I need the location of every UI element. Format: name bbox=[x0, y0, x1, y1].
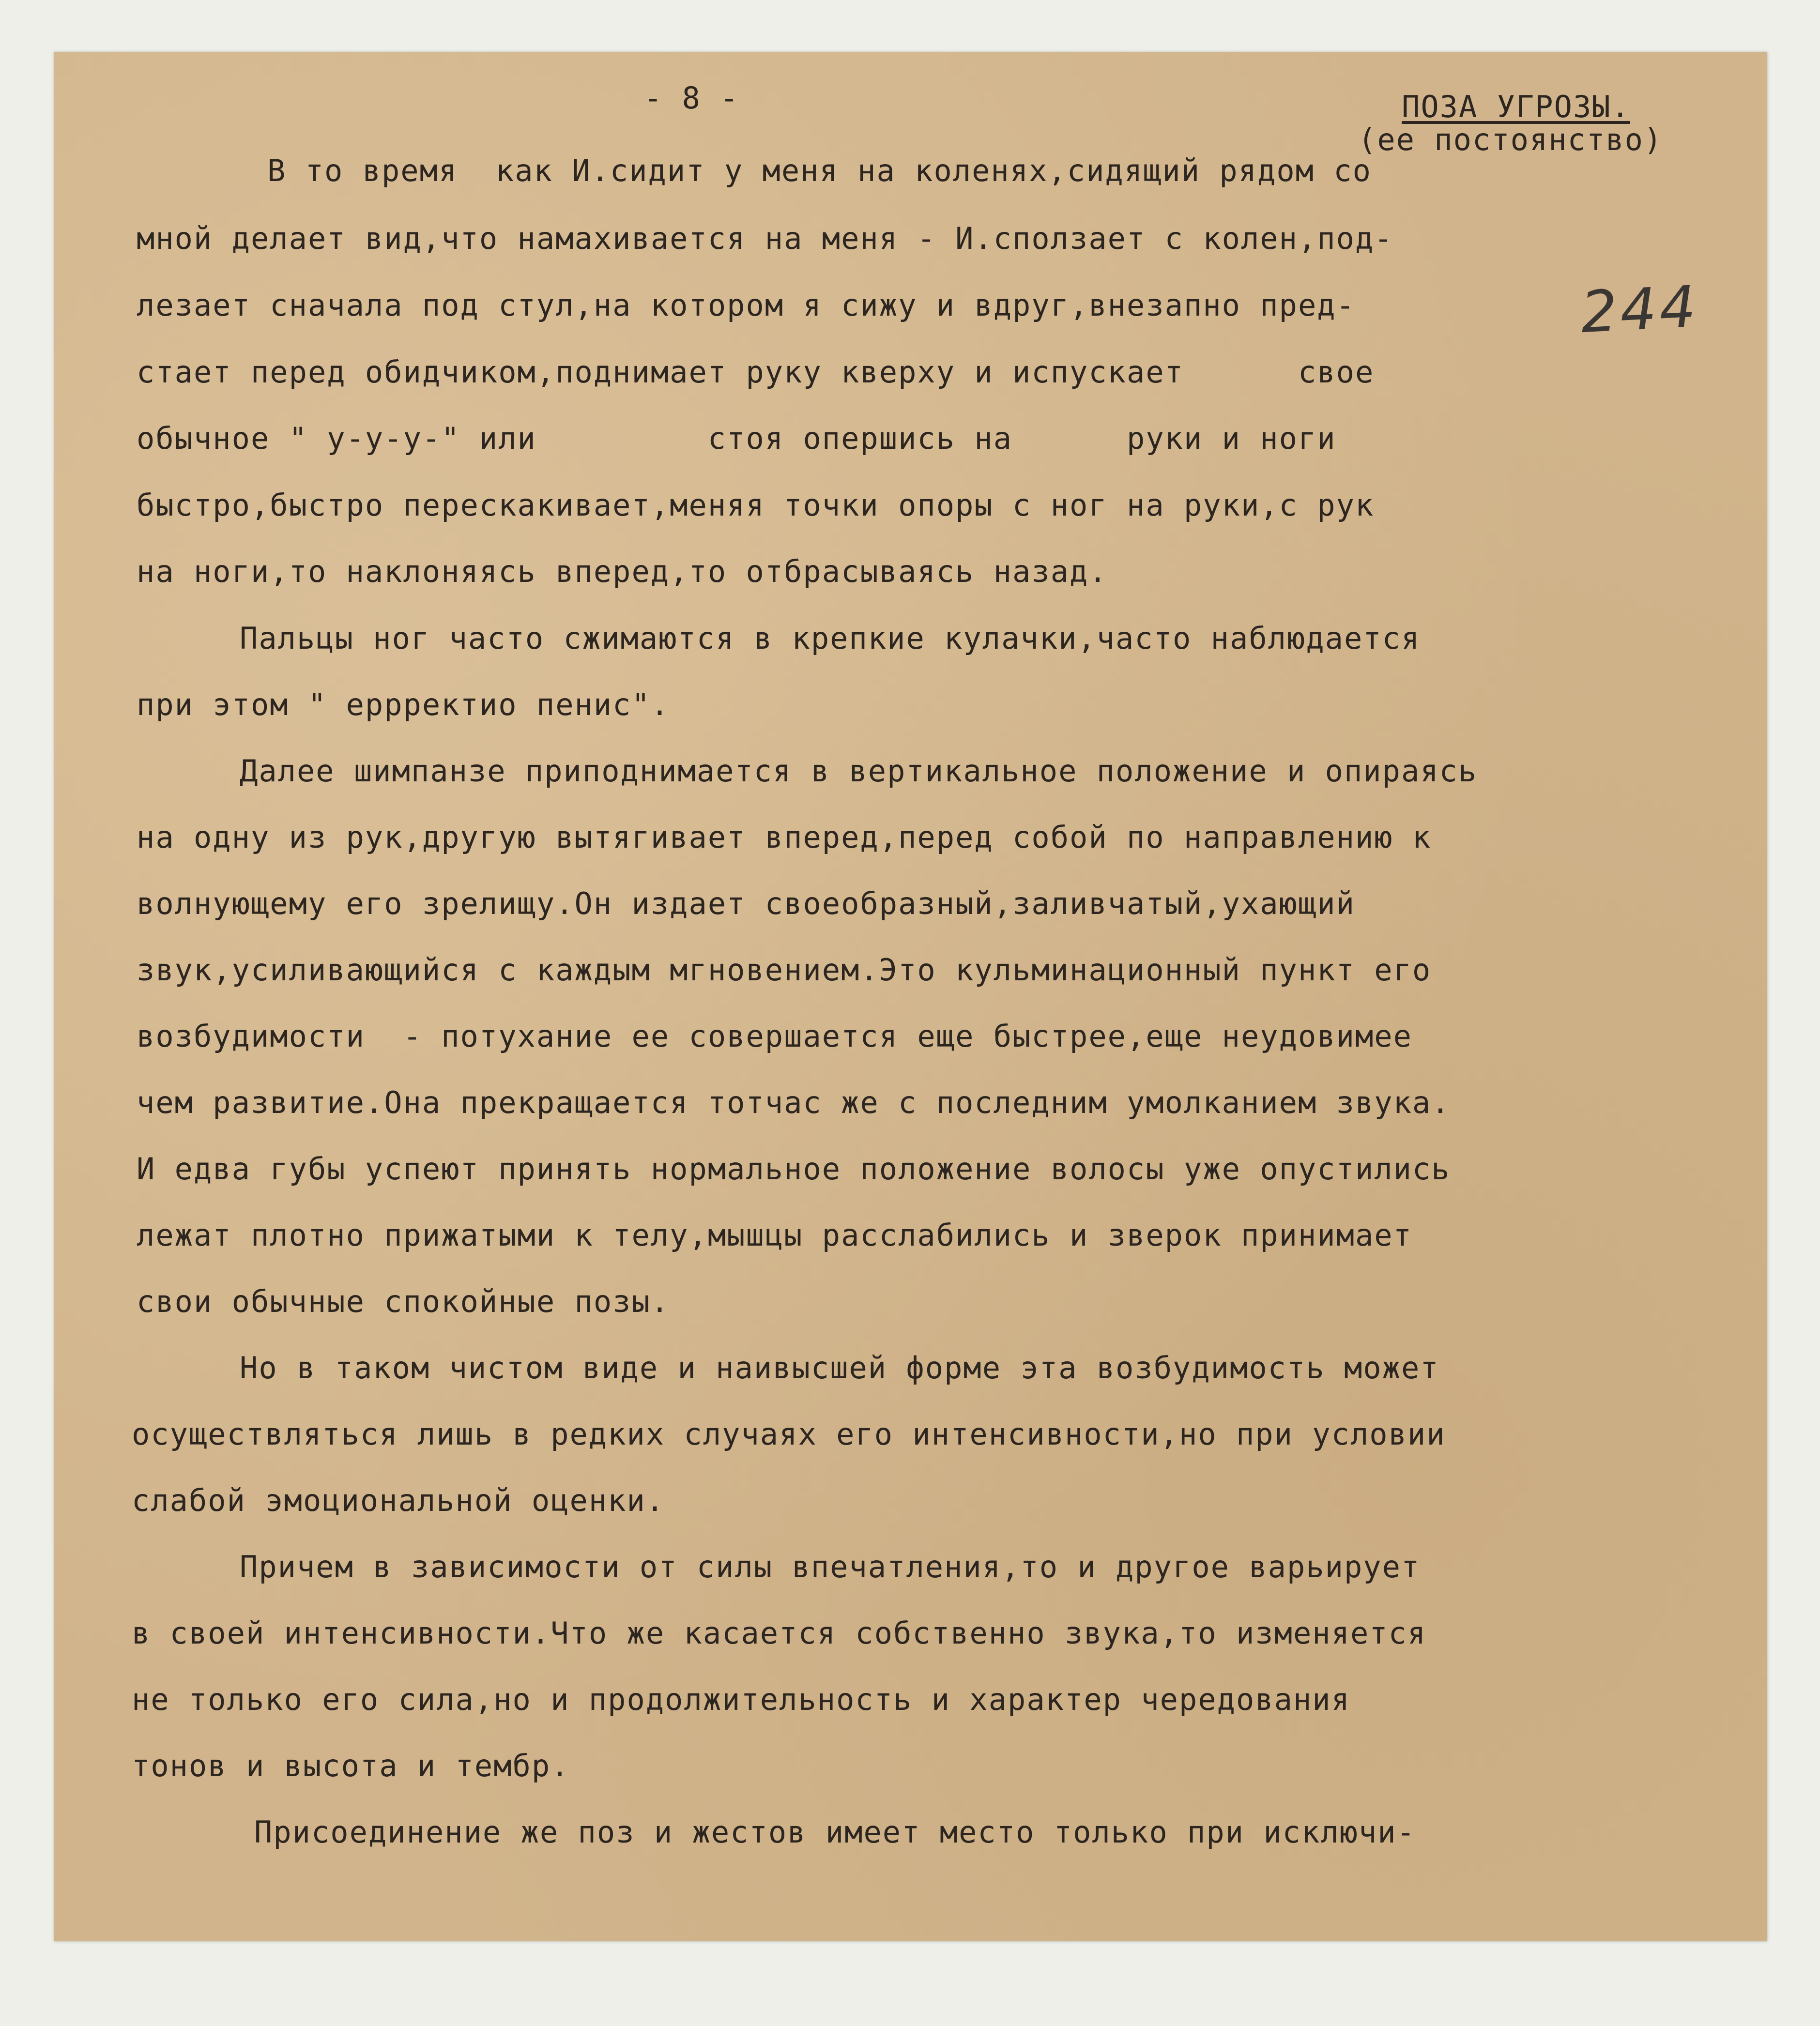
text-line: свои обычные спокойные позы. bbox=[137, 1284, 670, 1319]
document-page bbox=[54, 52, 1767, 1941]
text-line: на одну из рук,другую вытягивает вперед,перед собой по направлению к bbox=[137, 820, 1432, 855]
page-number: - 8 - bbox=[644, 80, 739, 116]
text-line: Причем в зависимости от силы впечатления,то и другое варьирует bbox=[240, 1549, 1421, 1584]
text-line: лезает сначала под стул,на котором я сижу и вдруг,внезапно пред- bbox=[137, 288, 1355, 323]
text-line: в своей интенсивности.Что же касается собственно звука,то изменяется bbox=[132, 1615, 1427, 1651]
text-line: возбудимости - потухание ее совершается еще быстрее,еще неудовимее bbox=[137, 1019, 1412, 1054]
text-line: В то время как И.сидит у меня на коленях,сидящий рядом со bbox=[267, 153, 1372, 188]
text-line: Далее шимпанзе приподнимается в вертикальное положение и опираясь bbox=[240, 753, 1478, 789]
text-line: при этом " еррректио пенис". bbox=[137, 687, 670, 722]
text-line: не только его сила,но и продолжительность и характер чередования bbox=[132, 1682, 1350, 1717]
text-line: чем развитие.Она прекращается тотчас же с последним умолканием звука. bbox=[137, 1085, 1451, 1120]
text-line: тонов и высота и тембр. bbox=[132, 1748, 570, 1783]
text-line: стает перед обидчиком,поднимает руку кверху и испускает свое bbox=[137, 354, 1375, 390]
text-line: лежат плотно прижатыми к телу,мышцы расслабились и зверок принимает bbox=[137, 1218, 1412, 1253]
text-line: звук,усиливающийся с каждым мгновением.Это кульминационный пункт его bbox=[137, 952, 1432, 988]
text-line: Присоединение же поз и жестов имеет место только при исключи- bbox=[254, 1814, 1416, 1850]
text-line: осуществляться лишь в редких случаях его интенсивности,но при условии bbox=[132, 1417, 1446, 1452]
text-line: мной делает вид,что намахивается на меня - И.сползает с колен,под- bbox=[137, 221, 1393, 256]
text-line: Пальцы ног часто сжимаются в крепкие кулачки,часто наблюдается bbox=[240, 621, 1421, 656]
text-line: обычное " у-у-у-" или стоя опершись на руки и ноги bbox=[137, 421, 1336, 456]
text-line: на ноги,то наклоняясь вперед,то отбрасываясь назад. bbox=[137, 554, 1108, 589]
text-line: Но в таком чистом виде и наивысшей форме эта возбудимость может bbox=[240, 1350, 1439, 1386]
text-line: волнующему его зрелищу.Он издает своеобразный,заливчатый,ухающий bbox=[137, 886, 1355, 921]
text-line: И едва губы успеют принять нормальное положение волосы уже опустились bbox=[137, 1151, 1451, 1187]
text-line: быстро,быстро перескакивает,меняя точки опоры с ног на руки,с рук bbox=[137, 487, 1375, 523]
section-title: ПОЗА УГРОЗЫ. bbox=[1402, 89, 1630, 124]
archive-number: 244 bbox=[1579, 273, 1700, 346]
text-line: слабой эмоциональной оценки. bbox=[132, 1483, 665, 1518]
section-subtitle: (ее постоянство) bbox=[1358, 122, 1663, 157]
